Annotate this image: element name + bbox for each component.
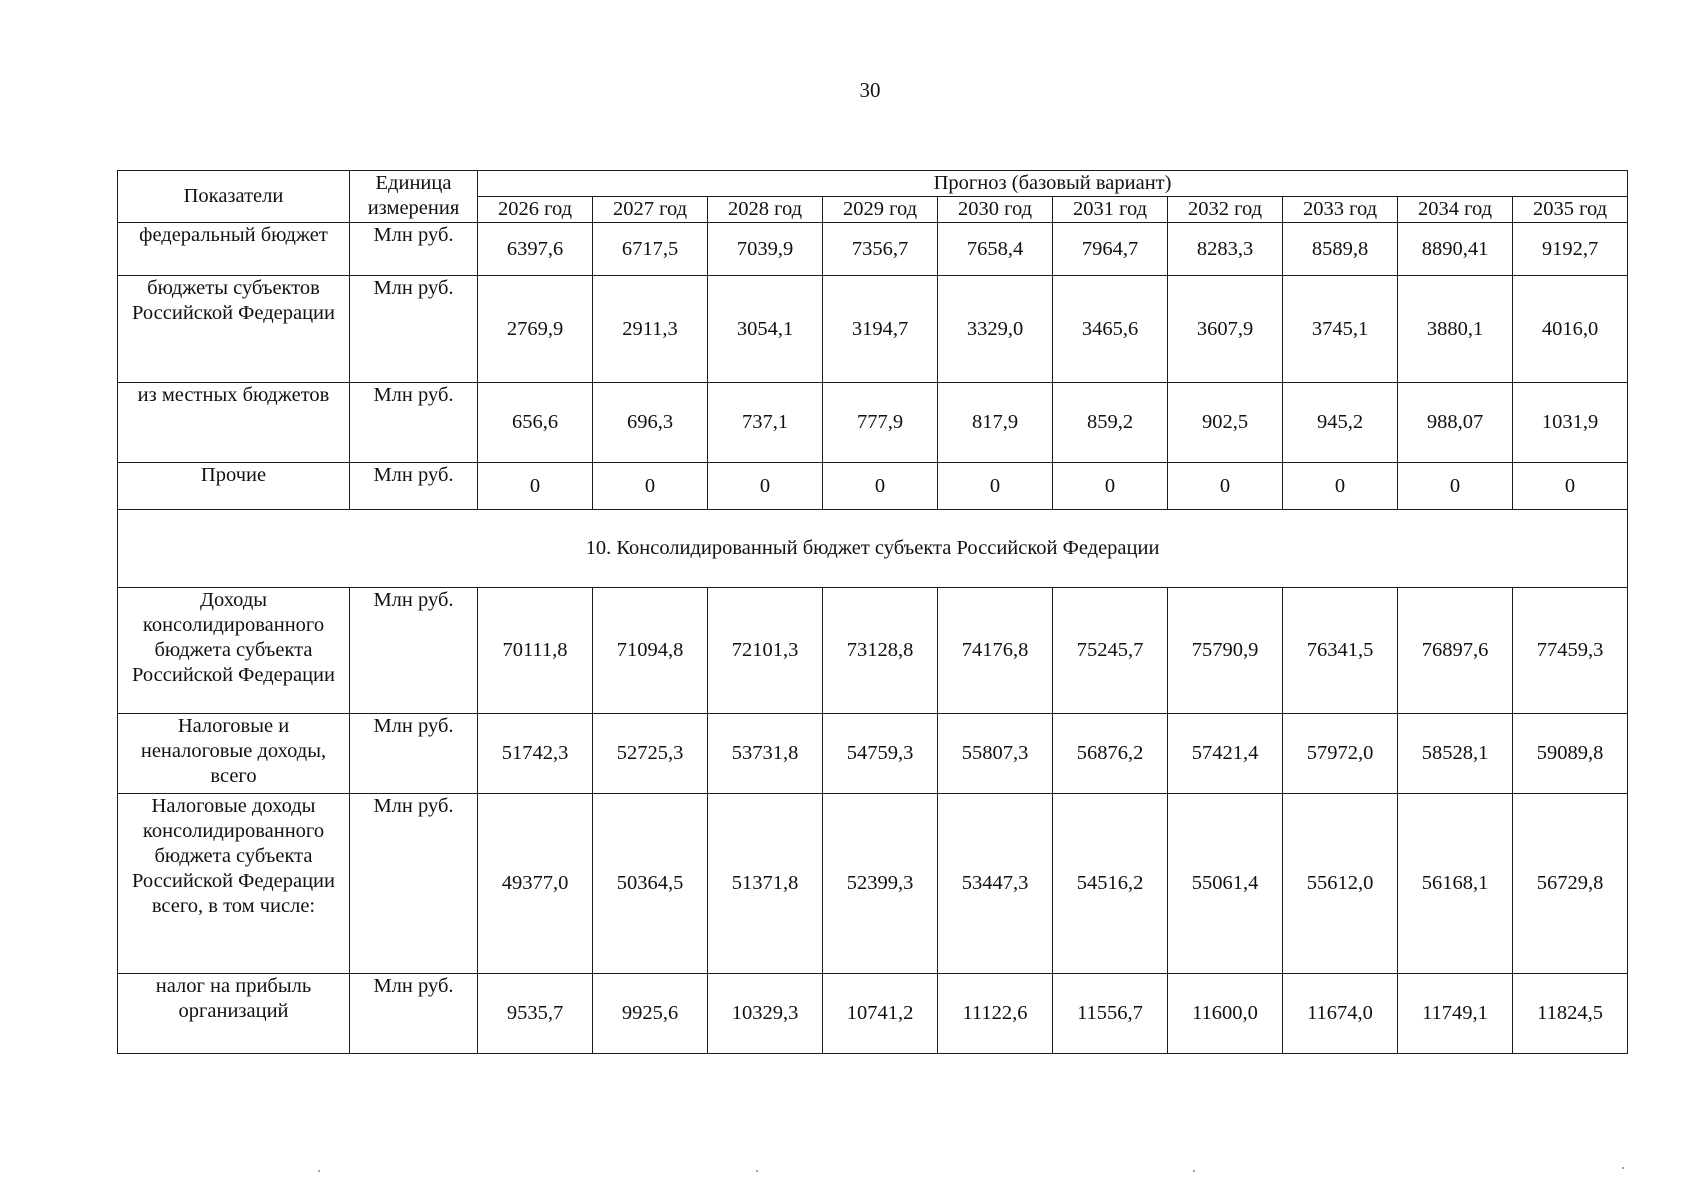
value-cell: 3194,7 [823, 276, 938, 383]
value-cell: 52399,3 [823, 794, 938, 974]
year-column-header: 2035 год [1513, 197, 1628, 223]
value-cell: 58528,1 [1398, 714, 1513, 794]
value-cell: 3465,6 [1053, 276, 1168, 383]
scan-speck [1193, 1170, 1195, 1172]
value-cell: 76341,5 [1283, 588, 1398, 714]
value-cell: 72101,3 [708, 588, 823, 714]
value-cell: 49377,0 [478, 794, 593, 974]
value-cell: 8589,8 [1283, 223, 1398, 276]
value-cell: 945,2 [1283, 383, 1398, 463]
value-cell: 0 [478, 463, 593, 510]
value-cell: 902,5 [1168, 383, 1283, 463]
table-row [118, 383, 1628, 463]
value-cell: 11600,0 [1168, 974, 1283, 1054]
value-cell: 0 [1283, 463, 1398, 510]
table-row [118, 276, 1628, 383]
value-cell: 817,9 [938, 383, 1053, 463]
scan-speck [1622, 1167, 1624, 1169]
section-title: 10. Консолидированный бюджет субъекта Российской Федерации [118, 510, 1628, 588]
year-column-header: 2031 год [1053, 197, 1168, 223]
value-cell: 11749,1 [1398, 974, 1513, 1054]
value-cell: 75245,7 [1053, 588, 1168, 714]
indicator-cell: Прочие [118, 463, 350, 510]
value-cell: 11674,0 [1283, 974, 1398, 1054]
value-cell: 59089,8 [1513, 714, 1628, 794]
value-cell: 51742,3 [478, 714, 593, 794]
value-cell: 10741,2 [823, 974, 938, 1054]
value-cell: 6717,5 [593, 223, 708, 276]
year-column-header: 2034 год [1398, 197, 1513, 223]
year-column-header: 2029 год [823, 197, 938, 223]
value-cell: 3329,0 [938, 276, 1053, 383]
value-cell: 52725,3 [593, 714, 708, 794]
value-cell: 6397,6 [478, 223, 593, 276]
value-cell: 0 [1168, 463, 1283, 510]
value-cell: 777,9 [823, 383, 938, 463]
value-cell: 55612,0 [1283, 794, 1398, 974]
value-cell: 8283,3 [1168, 223, 1283, 276]
value-cell: 3054,1 [708, 276, 823, 383]
value-cell: 859,2 [1053, 383, 1168, 463]
value-cell: 74176,8 [938, 588, 1053, 714]
value-cell: 11824,5 [1513, 974, 1628, 1054]
unit-cell: Млн руб. [350, 463, 478, 510]
value-cell: 51371,8 [708, 794, 823, 974]
value-cell: 2911,3 [593, 276, 708, 383]
value-cell: 1031,9 [1513, 383, 1628, 463]
value-cell: 9925,6 [593, 974, 708, 1054]
table-row [118, 974, 1628, 1054]
header-row-top [118, 171, 1628, 197]
value-cell: 56729,8 [1513, 794, 1628, 974]
indicator-cell: Налоговые и неналоговые доходы, всего [118, 714, 350, 794]
year-column-header: 2028 год [708, 197, 823, 223]
year-column-header: 2027 год [593, 197, 708, 223]
value-cell: 4016,0 [1513, 276, 1628, 383]
value-cell: 54516,2 [1053, 794, 1168, 974]
unit-cell: Млн руб. [350, 276, 478, 383]
unit-cell: Млн руб. [350, 974, 478, 1054]
value-cell: 70111,8 [478, 588, 593, 714]
table-row [118, 223, 1628, 276]
value-cell: 7964,7 [1053, 223, 1168, 276]
value-cell: 56876,2 [1053, 714, 1168, 794]
value-cell: 10329,3 [708, 974, 823, 1054]
unit-column-header: Единица измерения [350, 171, 478, 223]
value-cell: 11122,6 [938, 974, 1053, 1054]
value-cell: 57421,4 [1168, 714, 1283, 794]
indicator-column-header: Показатели [118, 171, 350, 223]
value-cell: 71094,8 [593, 588, 708, 714]
value-cell: 76897,6 [1398, 588, 1513, 714]
value-cell: 0 [823, 463, 938, 510]
forecast-column-header: Прогноз (базовый вариант) [478, 171, 1628, 197]
indicator-cell: налог на прибыль организаций [118, 974, 350, 1054]
indicator-cell: бюджеты субъектов Российской Федерации [118, 276, 350, 383]
value-cell: 737,1 [708, 383, 823, 463]
value-cell: 73128,8 [823, 588, 938, 714]
value-cell: 54759,3 [823, 714, 938, 794]
page-number: 30 [859, 78, 881, 102]
value-cell: 9535,7 [478, 974, 593, 1054]
value-cell: 56168,1 [1398, 794, 1513, 974]
value-cell: 55807,3 [938, 714, 1053, 794]
year-column-header: 2033 год [1283, 197, 1398, 223]
indicator-cell: Налоговые доходы консолидированного бюджета субъекта Российской Федерации всего, в том числе: [118, 794, 350, 974]
value-cell: 7658,4 [938, 223, 1053, 276]
value-cell: 77459,3 [1513, 588, 1628, 714]
value-cell: 0 [1053, 463, 1168, 510]
year-column-header: 2026 год [478, 197, 593, 223]
unit-cell: Млн руб. [350, 794, 478, 974]
unit-cell: Млн руб. [350, 223, 478, 276]
value-cell: 0 [938, 463, 1053, 510]
value-cell: 0 [1513, 463, 1628, 510]
table-row [118, 463, 1628, 510]
value-cell: 7039,9 [708, 223, 823, 276]
value-cell: 0 [593, 463, 708, 510]
value-cell: 0 [1398, 463, 1513, 510]
unit-cell: Млн руб. [350, 383, 478, 463]
unit-cell: Млн руб. [350, 588, 478, 714]
value-cell: 656,6 [478, 383, 593, 463]
value-cell: 0 [708, 463, 823, 510]
value-cell: 8890,41 [1398, 223, 1513, 276]
value-cell: 3607,9 [1168, 276, 1283, 383]
table-row [118, 714, 1628, 794]
table-row [118, 588, 1628, 714]
value-cell: 50364,5 [593, 794, 708, 974]
value-cell: 3745,1 [1283, 276, 1398, 383]
scan-speck [318, 1170, 320, 1172]
forecast-table [117, 170, 1628, 1054]
value-cell: 7356,7 [823, 223, 938, 276]
value-cell: 3880,1 [1398, 276, 1513, 383]
indicator-cell: из местных бюджетов [118, 383, 350, 463]
value-cell: 2769,9 [478, 276, 593, 383]
table-row [118, 794, 1628, 974]
section-row [118, 510, 1628, 588]
year-column-header: 2030 год [938, 197, 1053, 223]
value-cell: 988,07 [1398, 383, 1513, 463]
indicator-cell: Доходы консолидированного бюджета субъекта Российской Федерации [118, 588, 350, 714]
value-cell: 53731,8 [708, 714, 823, 794]
value-cell: 11556,7 [1053, 974, 1168, 1054]
value-cell: 9192,7 [1513, 223, 1628, 276]
indicator-cell: федеральный бюджет [118, 223, 350, 276]
unit-cell: Млн руб. [350, 714, 478, 794]
scan-speck [756, 1170, 758, 1172]
value-cell: 55061,4 [1168, 794, 1283, 974]
value-cell: 696,3 [593, 383, 708, 463]
year-column-header: 2032 год [1168, 197, 1283, 223]
value-cell: 75790,9 [1168, 588, 1283, 714]
value-cell: 53447,3 [938, 794, 1053, 974]
value-cell: 57972,0 [1283, 714, 1398, 794]
table-body [118, 223, 1628, 1054]
